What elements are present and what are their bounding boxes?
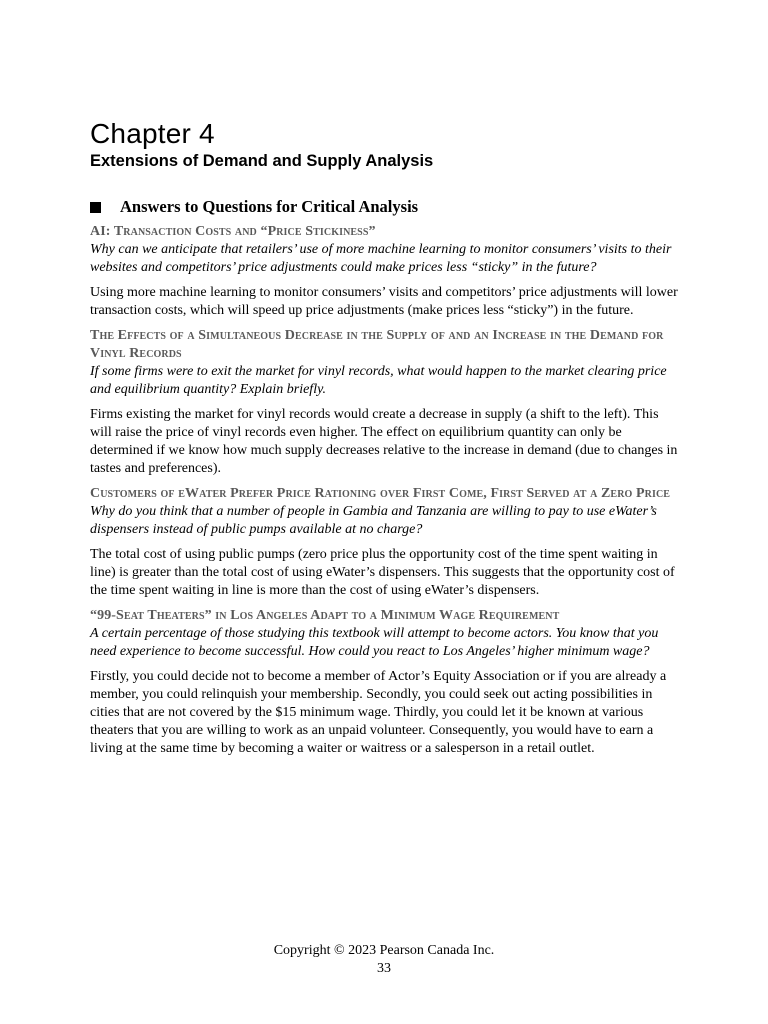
feature-question: A certain percentage of those studying this textbook will attempt to become actors. You know that you need experience to become successful. How could you react to Los Angeles’ higher minimum wage? bbox=[90, 626, 659, 659]
feature-answer: Using more machine learning to monitor consumers’ visits and competitors’ price adjustments will lower transaction costs, which will speed up price adjustments (make prices less “sticky”) in the future. bbox=[90, 285, 678, 318]
section-heading bbox=[90, 197, 680, 217]
chapter-title: Chapter 4 bbox=[90, 118, 215, 149]
feature-title: “99-Seat Theaters” in Los Angeles Adapt to a Minimum Wage Requirement bbox=[90, 608, 560, 623]
black-square-bullet-icon bbox=[90, 202, 101, 213]
chapter-subtitle: Extensions of Demand and Supply Analysis bbox=[90, 152, 434, 170]
feature-title: The Effects of a Simultaneous Decrease in the Supply of and an Increase in the Demand for Vinyl Records bbox=[90, 328, 664, 361]
feature-question: If some firms were to exit the market for vinyl records, what would happen to the market clearing price and equilibrium quantity? Explain briefly. bbox=[90, 364, 667, 397]
feature-block bbox=[90, 607, 680, 758]
page-footer bbox=[0, 942, 768, 978]
feature-question: Why do you think that a number of people in Gambia and Tanzania are willing to pay to use eWater’s dispensers instead of public pumps available at no charge? bbox=[90, 504, 657, 537]
document-page bbox=[90, 118, 680, 765]
feature-block bbox=[90, 223, 680, 320]
feature-block bbox=[90, 327, 680, 478]
feature-title: AI: Transaction Costs and “Price Stickiness” bbox=[90, 224, 376, 239]
feature-answer: Firstly, you could decide not to become a member of Actor’s Equity Association or if you are already a member, you could relinquish your membership. Secondly, you could seek out acting possibilities in cities that are not covered by the $15 minimum wage. Thirdly, you could let it be known at various theaters that you are willing to work as an unpaid volunteer. Consequently, you would have to earn a living at the same time by becoming a waiter or waitress or a salesperson in a retail outlet. bbox=[90, 669, 667, 756]
feature-answer: The total cost of using public pumps (zero price plus the opportunity cost of the time spent waiting in line) is greater than the total cost of using eWater’s dispensers. This suggests that the opportunity cost of the time spent waiting in line is more than the cost of using eWater’s dispensers. bbox=[90, 547, 675, 598]
section-heading-text: Answers to Questions for Critical Analysis bbox=[120, 197, 419, 216]
page-number: 33 bbox=[377, 961, 391, 976]
feature-block bbox=[90, 485, 680, 600]
feature-question: Why can we anticipate that retailers’ use of more machine learning to monitor consumers’ visits to their websites and competitors’ price adjustments could make prices less “sticky” in the future? bbox=[90, 242, 672, 275]
feature-answer: Firms existing the market for vinyl records would create a decrease in supply (a shift to the left). This will raise the price of vinyl records even higher. The effect on equilibrium quantity can only be determined if we know how much supply decreases relative to the increase in demand (due to changes in tastes and preferences). bbox=[90, 407, 678, 476]
feature-title: Customers of eWater Prefer Price Rationing over First Come, First Served at a Zero Price bbox=[90, 486, 671, 501]
copyright-notice: Copyright © 2023 Pearson Canada Inc. bbox=[273, 943, 495, 958]
